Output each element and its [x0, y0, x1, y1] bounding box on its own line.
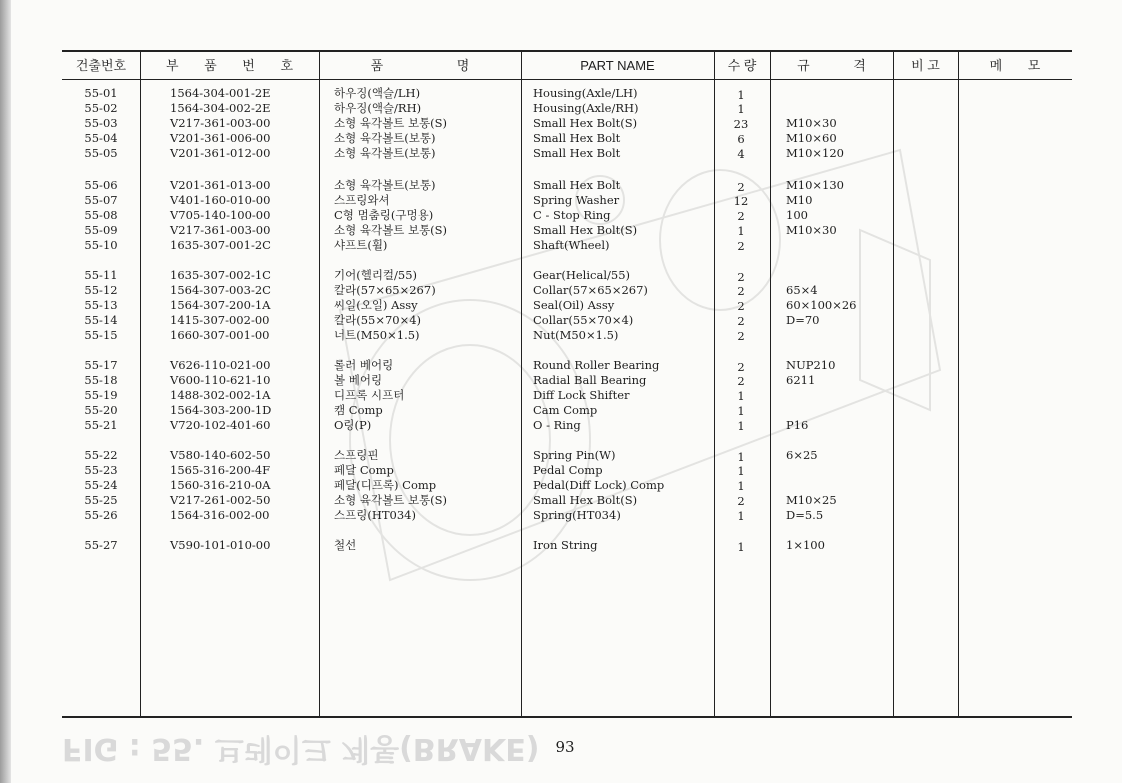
row-specification: M10×60	[786, 131, 837, 145]
row-part-code: V580-140-602-50	[170, 448, 271, 462]
row-part-code: V705-140-100-00	[170, 208, 271, 222]
row-fig-number: 55-27	[84, 538, 118, 552]
row-part-code: 1635-307-001-2C	[170, 238, 271, 252]
table-top-rule	[62, 50, 1072, 52]
reversed-caption-bleedthrough: FIG : 55. 브레이크 계통(BRAKE)	[62, 731, 540, 766]
row-quantity: 1	[737, 404, 745, 418]
row-specification: 6×25	[786, 448, 818, 462]
row-quantity: 1	[737, 224, 745, 238]
row-fig-number: 55-03	[84, 116, 118, 130]
table-row	[62, 131, 1072, 146]
table-row	[62, 146, 1072, 161]
row-english-name: Diff Lock Shifter	[533, 388, 630, 402]
row-part-code: 1564-304-001-2E	[170, 86, 271, 100]
table-row	[62, 418, 1072, 433]
row-part-code: 1564-307-200-1A	[170, 298, 271, 312]
row-part-code: V600-110-621-10	[170, 373, 271, 387]
row-quantity: 1	[737, 88, 745, 102]
row-specification: 65×4	[786, 283, 818, 297]
header-bottom-rule	[62, 79, 1072, 80]
row-part-code: 1415-307-002-00	[170, 313, 270, 327]
row-fig-number: 55-08	[84, 208, 118, 222]
table-row	[62, 403, 1072, 418]
row-specification: 1×100	[786, 538, 825, 552]
row-specification: P16	[786, 418, 809, 432]
row-english-name: Seal(Oil) Assy	[533, 298, 615, 312]
row-korean-name: 씨일(오일) Assy	[334, 298, 418, 312]
row-english-name: Spring Pin(W)	[533, 448, 616, 462]
row-quantity: 1	[737, 464, 745, 478]
row-fig-number: 55-07	[84, 193, 118, 207]
row-fig-number: 55-11	[84, 268, 118, 282]
row-english-name: Collar(55×70×4)	[533, 313, 634, 327]
row-korean-name: 소형 육각볼트(보통)	[334, 178, 436, 192]
row-korean-name: 롤러 베어링	[334, 358, 394, 372]
row-specification: M10	[786, 193, 813, 207]
row-fig-number: 55-22	[84, 448, 118, 462]
row-part-code: 1488-302-002-1A	[170, 388, 271, 402]
row-part-code: V201-361-013-00	[170, 178, 271, 192]
row-english-name: Spring(HT034)	[533, 508, 621, 522]
row-korean-name: 스프링와셔	[334, 193, 390, 207]
table-row	[62, 508, 1072, 523]
table-row	[62, 448, 1072, 463]
row-quantity: 2	[737, 314, 745, 328]
row-part-code: 1560-316-210-0A	[170, 478, 271, 492]
header-specification: 규 격	[797, 58, 866, 73]
row-korean-name: 스프링핀	[334, 448, 379, 462]
header-remark: 비 고	[911, 58, 940, 73]
row-korean-name: 볼 베어링	[334, 373, 383, 387]
header-fig-no: 건출번호	[75, 58, 127, 73]
row-specification: M10×25	[786, 493, 837, 507]
header-part-name: PART NAME	[580, 58, 655, 73]
page-number: 93	[555, 738, 575, 756]
row-korean-name: 칼라(55×70×4)	[334, 313, 422, 327]
row-fig-number: 55-13	[84, 298, 118, 312]
row-fig-number: 55-01	[84, 86, 118, 100]
row-fig-number: 55-25	[84, 493, 118, 507]
table-row	[62, 178, 1072, 193]
row-english-name: Small Hex Bolt	[533, 131, 621, 145]
table-row	[62, 116, 1072, 131]
row-english-name: Gear(Helical/55)	[533, 268, 630, 282]
row-quantity: 23	[733, 117, 749, 131]
row-quantity: 2	[737, 360, 745, 374]
row-quantity: 12	[733, 194, 749, 208]
row-quantity: 2	[737, 239, 745, 253]
row-korean-name: 페달 Comp	[334, 463, 394, 477]
row-part-code: V590-101-010-00	[170, 538, 271, 552]
row-korean-name: 철선	[334, 538, 357, 552]
row-fig-number: 55-23	[84, 463, 118, 477]
row-english-name: Cam Comp	[533, 403, 598, 417]
header-part-number: 부 품 번 호	[165, 58, 294, 73]
table-row	[62, 298, 1072, 313]
row-quantity: 2	[737, 180, 745, 194]
row-quantity: 2	[737, 374, 745, 388]
table-row	[62, 538, 1072, 553]
table-row	[62, 208, 1072, 223]
row-korean-name: 소형 육각볼트 보통(S)	[334, 223, 448, 237]
row-korean-name: O링(P)	[334, 418, 372, 432]
table-row	[62, 478, 1072, 493]
table-row	[62, 283, 1072, 298]
row-quantity: 1	[737, 102, 745, 116]
table-row	[62, 86, 1072, 101]
row-english-name: O - Ring	[533, 418, 581, 432]
table-row	[62, 101, 1072, 116]
row-specification: D=5.5	[786, 508, 824, 522]
row-korean-name: C형 멈춤링(구멍용)	[334, 208, 434, 222]
book-spine	[0, 0, 11, 783]
row-fig-number: 55-10	[84, 238, 118, 252]
row-part-code: 1564-304-002-2E	[170, 101, 271, 115]
row-fig-number: 55-20	[84, 403, 118, 417]
row-fig-number: 55-06	[84, 178, 118, 192]
row-fig-number: 55-04	[84, 131, 118, 145]
table-row	[62, 493, 1072, 508]
row-korean-name: 소형 육각볼트 보통(S)	[334, 493, 448, 507]
row-fig-number: 55-17	[84, 358, 118, 372]
row-specification: 6211	[786, 373, 816, 387]
row-korean-name: 소형 육각볼트(보통)	[334, 131, 436, 145]
row-part-code: V201-361-012-00	[170, 146, 271, 160]
row-fig-number: 55-19	[84, 388, 118, 402]
row-quantity: 1	[737, 540, 745, 554]
row-part-code: V217-261-002-50	[170, 493, 271, 507]
row-korean-name: 기어(헬리컬/55)	[334, 268, 418, 282]
row-part-code: V201-361-006-00	[170, 131, 271, 145]
row-quantity: 1	[737, 509, 745, 523]
row-quantity: 2	[737, 329, 745, 343]
row-english-name: Housing(Axle/RH)	[533, 101, 639, 115]
row-part-code: V626-110-021-00	[170, 358, 271, 372]
row-part-code: V720-102-401-60	[170, 418, 271, 432]
row-part-code: 1660-307-001-00	[170, 328, 270, 342]
row-korean-name: 너트(M50×1.5)	[334, 328, 420, 342]
row-english-name: Iron String	[533, 538, 598, 552]
table-row	[62, 223, 1072, 238]
row-korean-name: 캠 Comp	[334, 403, 383, 417]
row-specification: D=70	[786, 313, 820, 327]
row-quantity: 2	[737, 270, 745, 284]
row-korean-name: 소형 육각볼트(보통)	[334, 146, 436, 160]
row-quantity: 4	[737, 147, 745, 161]
row-korean-name: 디프록 시프터	[334, 388, 405, 402]
row-specification: M10×30	[786, 116, 837, 130]
row-quantity: 2	[737, 299, 745, 313]
row-quantity: 1	[737, 479, 745, 493]
row-part-code: 1564-316-002-00	[170, 508, 270, 522]
row-english-name: Spring Washer	[533, 193, 620, 207]
row-korean-name: 하우징(액슬/LH)	[334, 86, 421, 100]
row-quantity: 1	[737, 389, 745, 403]
parts-table	[62, 50, 1072, 718]
row-quantity: 2	[737, 209, 745, 223]
row-korean-name: 소형 육각볼트 보통(S)	[334, 116, 448, 130]
row-fig-number: 55-12	[84, 283, 118, 297]
row-english-name: Nut(M50×1.5)	[533, 328, 619, 342]
row-english-name: Small Hex Bolt(S)	[533, 223, 638, 237]
row-korean-name: 스프링(HT034)	[334, 508, 416, 522]
row-part-code: V217-361-003-00	[170, 223, 271, 237]
row-part-code: V401-160-010-00	[170, 193, 271, 207]
row-fig-number: 55-15	[84, 328, 118, 342]
row-english-name: Round Roller Bearing	[533, 358, 660, 372]
row-korean-name: 칼라(57×65×267)	[334, 283, 436, 297]
row-part-code: 1565-316-200-4F	[170, 463, 271, 477]
header-quantity: 수 량	[727, 58, 757, 73]
row-korean-name: 페달(디프록) Comp	[334, 478, 437, 492]
row-quantity: 2	[737, 284, 745, 298]
row-fig-number: 55-02	[84, 101, 118, 115]
row-fig-number: 55-21	[84, 418, 118, 432]
row-fig-number: 55-09	[84, 223, 118, 237]
row-fig-number: 55-26	[84, 508, 118, 522]
row-quantity: 1	[737, 450, 745, 464]
row-fig-number: 55-14	[84, 313, 118, 327]
table-row	[62, 193, 1072, 208]
row-english-name: Shaft(Wheel)	[533, 238, 610, 252]
row-fig-number: 55-24	[84, 478, 118, 492]
row-english-name: Pedal Comp	[533, 463, 603, 477]
row-english-name: Small Hex Bolt(S)	[533, 116, 638, 130]
table-bottom-rule	[62, 716, 1072, 718]
row-specification: M10×120	[786, 146, 844, 160]
row-english-name: Radial Ball Bearing	[533, 373, 647, 387]
row-english-name: Small Hex Bolt(S)	[533, 493, 638, 507]
row-fig-number: 55-05	[84, 146, 118, 160]
row-specification: M10×30	[786, 223, 837, 237]
header-korean-name: 품 명	[370, 58, 470, 73]
row-english-name: Collar(57×65×267)	[533, 283, 648, 297]
table-row	[62, 463, 1072, 478]
row-specification: 100	[786, 208, 808, 222]
row-part-code: 1564-307-003-2C	[170, 283, 271, 297]
row-part-code: 1635-307-002-1C	[170, 268, 271, 282]
table-row	[62, 268, 1072, 283]
row-english-name: Housing(Axle/LH)	[533, 86, 638, 100]
table-row	[62, 388, 1072, 403]
row-korean-name: 샤프트(휠)	[334, 238, 388, 252]
table-row	[62, 328, 1072, 343]
row-english-name: C - Stop Ring	[533, 208, 611, 222]
row-korean-name: 하우징(액슬/RH)	[334, 101, 422, 115]
header-memo: 메 모	[989, 58, 1041, 73]
row-quantity: 1	[737, 419, 745, 433]
row-fig-number: 55-18	[84, 373, 118, 387]
row-specification: 60×100×26	[786, 298, 857, 312]
row-quantity: 6	[737, 132, 745, 146]
table-row	[62, 358, 1072, 373]
row-part-code: V217-361-003-00	[170, 116, 271, 130]
row-english-name: Pedal(Diff Lock) Comp	[533, 478, 665, 492]
row-specification: M10×130	[786, 178, 844, 192]
row-english-name: Small Hex Bolt	[533, 146, 621, 160]
table-row	[62, 313, 1072, 328]
row-specification: NUP210	[786, 358, 836, 372]
row-english-name: Small Hex Bolt	[533, 178, 621, 192]
row-part-code: 1564-303-200-1D	[170, 403, 272, 417]
row-quantity: 2	[737, 494, 745, 508]
table-row	[62, 238, 1072, 253]
table-row	[62, 373, 1072, 388]
